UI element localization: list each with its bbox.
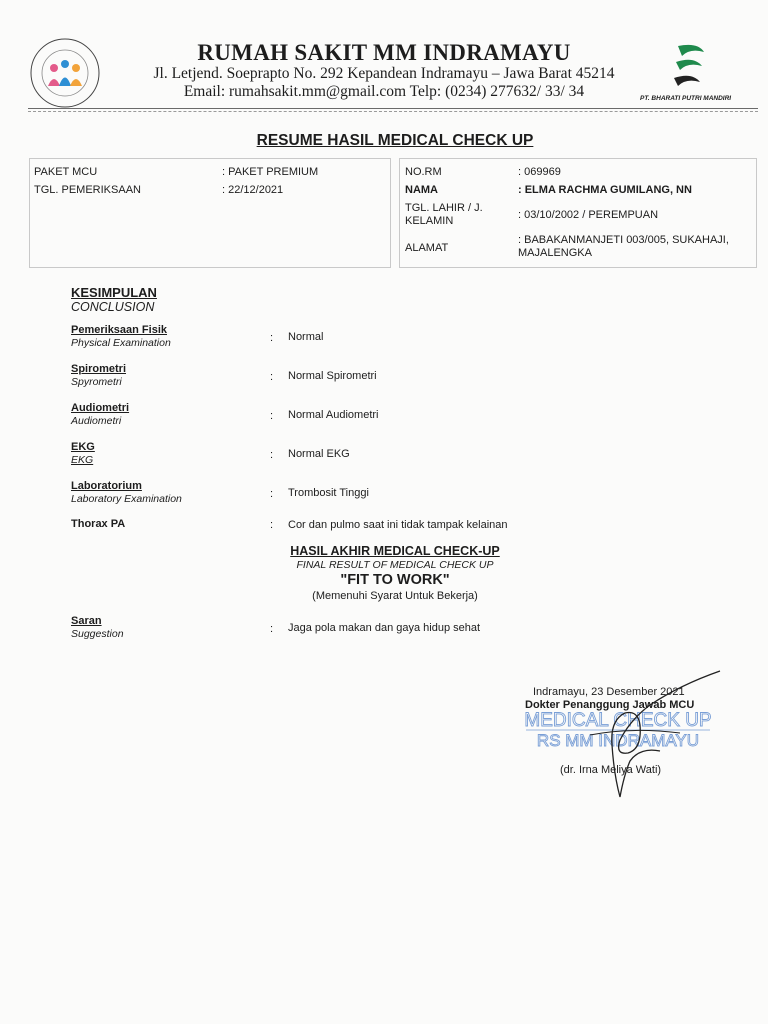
address-label: ALAMAT	[405, 242, 449, 254]
hospital-address: Jl. Letjend. Soeprapto No. 292 Kepandean Indramayu – Jawa Barat 45214	[153, 65, 615, 82]
handwritten-signature-icon	[570, 665, 730, 805]
final-verdict: "FIT TO WORK"	[340, 572, 450, 588]
document-title: RESUME HASIL MEDICAL CHECK UP	[256, 132, 534, 149]
physical-exam-label: Pemeriksaan Fisik	[71, 324, 168, 336]
spirometry-sub: Spyrometri	[71, 376, 122, 388]
header-divider-dashed	[28, 111, 758, 112]
final-verdict-note: (Memenuhi Syarat Untuk Bekerja)	[312, 590, 478, 602]
ekg-label: EKG	[71, 441, 95, 453]
package-value: : PAKET PREMIUM	[222, 166, 319, 178]
audiometry-sub: Audiometri	[71, 415, 122, 427]
birth-gender-label: TGL. LAHIR / J. KELAMIN	[405, 202, 483, 227]
exam-date-value: : 22/12/2021	[222, 184, 284, 196]
medical-record-label: NO.RM	[405, 166, 442, 178]
conclusion-subheading: CONCLUSION	[71, 300, 155, 314]
spirometry-value: Normal Spirometri	[288, 370, 377, 382]
spirometry-label: Spirometri	[71, 363, 127, 375]
audiometry-value: Normal Audiometri	[288, 409, 379, 421]
suggestion-label: Saran	[71, 615, 102, 627]
ekg-value: Normal EKG	[288, 448, 350, 460]
partner-logo-icon	[668, 40, 712, 94]
audiometry-label: Audiometri	[71, 402, 130, 414]
patient-name-value: : ELMA RACHMA GUMILANG, NN	[518, 184, 692, 196]
conclusion-heading: KESIMPULAN	[71, 285, 157, 300]
final-result-subheading: FINAL RESULT OF MEDICAL CHECK UP	[296, 559, 494, 571]
partner-name: PT. BHARATI PUTRI MANDIRI	[640, 95, 732, 102]
address-value: : BABAKANMANJETI 003/005, SUKAHAJI, MAJALENGKA	[518, 234, 729, 259]
hospital-name: RUMAH SAKIT MM INDRAMAYU	[197, 40, 571, 65]
patient-name-label: NAMA	[405, 184, 438, 196]
suggestion-sub: Suggestion	[71, 628, 124, 640]
thorax-colon: :	[270, 519, 274, 531]
laboratory-label: Laboratorium	[71, 480, 142, 492]
physical-exam-sub: Physical Examination	[71, 337, 171, 349]
laboratory-value: Trombosit Tinggi	[288, 487, 369, 499]
audiometry-colon: :	[270, 410, 274, 422]
ekg-sub: EKG	[71, 454, 94, 466]
ekg-colon: :	[270, 449, 274, 461]
thorax-value: Cor dan pulmo saat ini tidak tampak kelainan	[288, 519, 508, 531]
final-result-heading: HASIL AKHIR MEDICAL CHECK-UP	[290, 544, 500, 558]
thorax-label: Thorax PA	[71, 518, 126, 530]
laboratory-colon: :	[270, 488, 274, 500]
package-label: PAKET MCU	[34, 166, 98, 178]
physical-exam-value: Normal	[288, 331, 324, 343]
suggestion-value: Jaga pola makan dan gaya hidup sehat	[288, 622, 481, 634]
laboratory-sub: Laboratory Examination	[71, 493, 182, 505]
hospital-contact: Email: rumahsakit.mm@gmail.com Telp: (0234) 277632/ 33/ 34	[183, 83, 585, 100]
svg-text:RS MM INDRAMAYU: RS MM INDRAMAYU	[536, 731, 700, 750]
suggestion-colon: :	[270, 623, 274, 635]
doctor-name: (dr. Irna Meliya Wati)	[560, 764, 662, 776]
svg-text:MEDICAL CHECK UP: MEDICAL CHECK UP	[524, 710, 712, 731]
signature-role: Dokter Penanggung Jawab MCU	[525, 699, 695, 711]
header-divider	[28, 108, 758, 109]
spirometry-colon: :	[270, 371, 274, 383]
exam-date-label: TGL. PEMERIKSAAN	[34, 184, 141, 196]
birth-gender-value: : 03/10/2002 / PEREMPUAN	[518, 209, 659, 221]
signature-place-date: Indramayu, 23 Desember 2021	[533, 686, 685, 698]
medical-record-value: : 069969	[518, 166, 561, 178]
physical-exam-colon: :	[270, 332, 274, 344]
